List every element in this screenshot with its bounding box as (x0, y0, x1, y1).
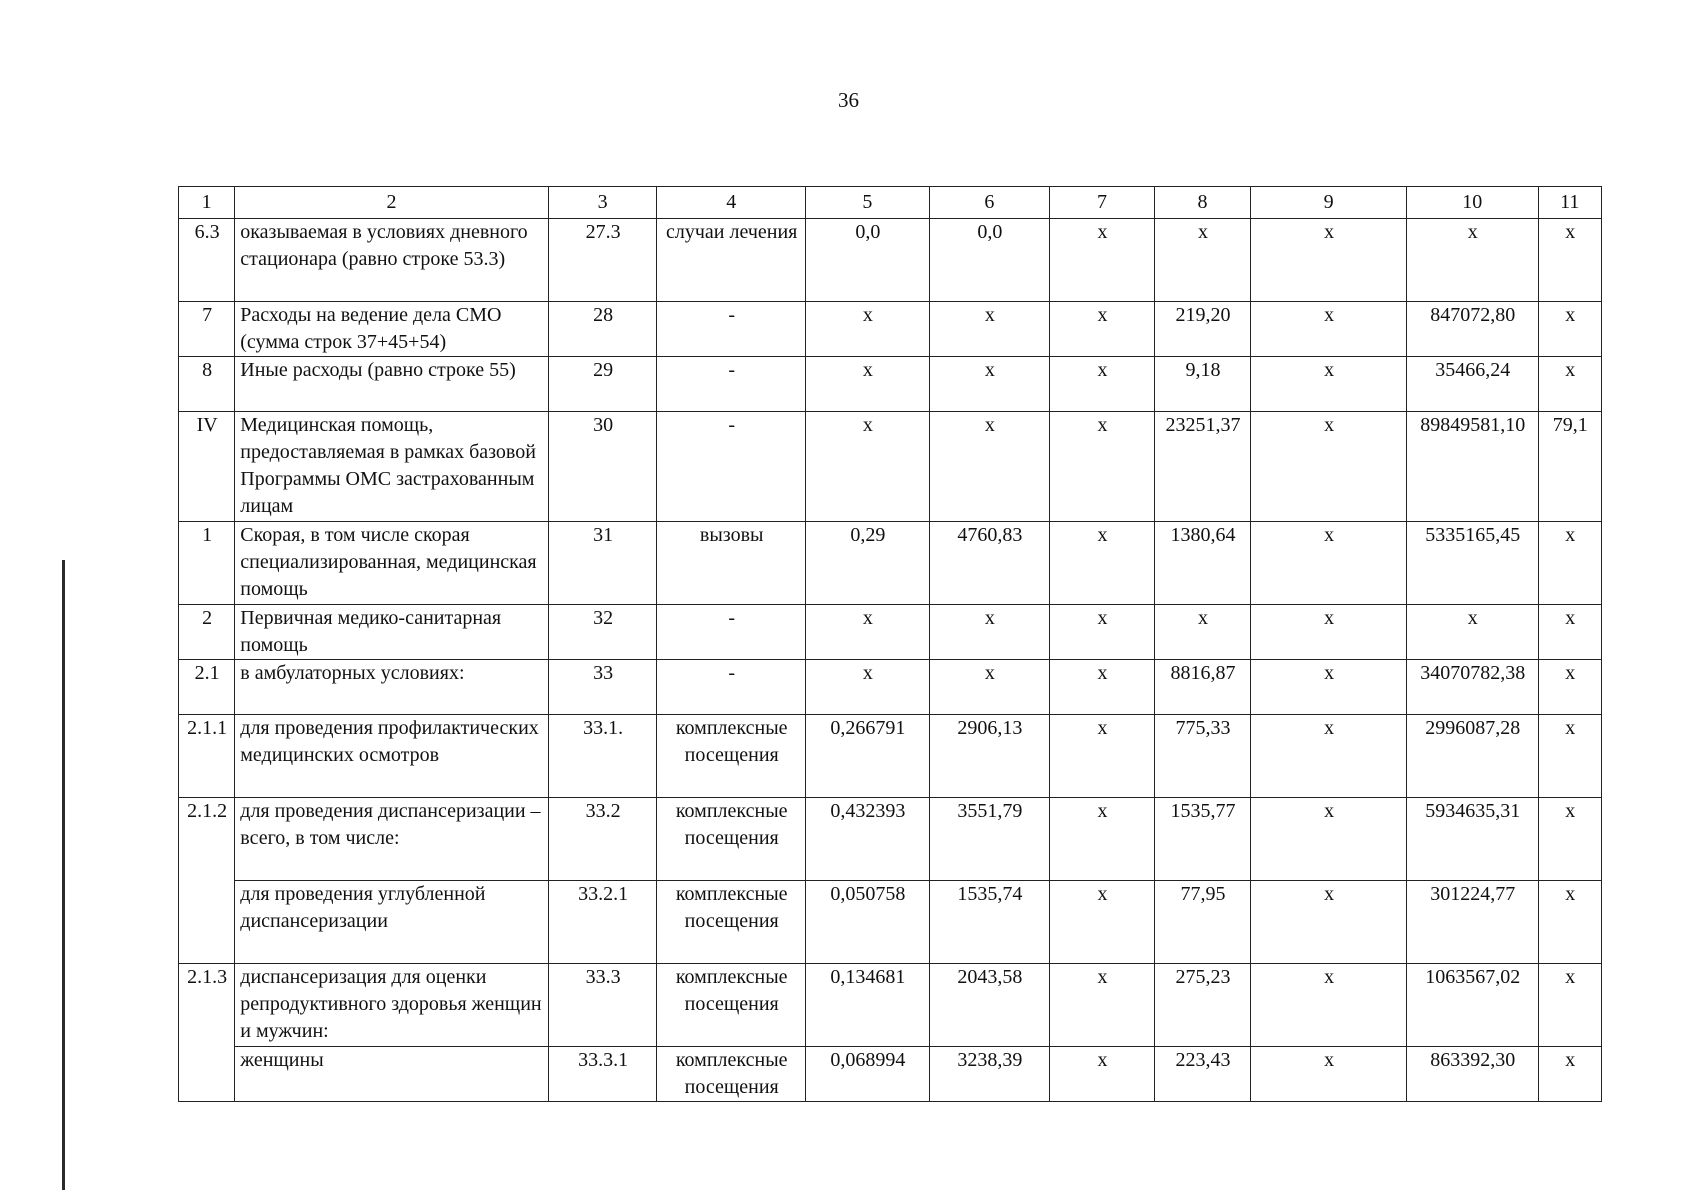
header-cell: 10 (1406, 187, 1538, 219)
value-cell: 2996087,28 (1406, 715, 1538, 798)
value-cell: 0,0 (929, 219, 1050, 302)
data-table (178, 186, 1602, 1102)
row-number: 2.1.2 (179, 798, 235, 964)
row-description: для проведения диспансеризации – всего, в том числе: (235, 798, 549, 881)
value-cell: 8816,87 (1154, 660, 1250, 715)
value-cell: 1063567,02 (1406, 964, 1538, 1047)
value-cell: х (1050, 522, 1155, 605)
value-cell: х (1050, 798, 1155, 881)
line-code: 30 (548, 412, 657, 522)
value-cell: х (1251, 881, 1407, 964)
value-cell: х (1538, 1047, 1601, 1102)
row-number: 2.1.1 (179, 715, 235, 798)
row-description: для проведения профилактических медицинских осмотров (235, 715, 549, 798)
value-cell: 4760,83 (929, 522, 1050, 605)
unit: комплексные посещения (657, 715, 806, 798)
value-cell: 847072,80 (1406, 302, 1538, 357)
table-row (179, 219, 1602, 302)
table-row (179, 302, 1602, 357)
header-cell: 7 (1050, 187, 1155, 219)
value-cell: х (1251, 964, 1407, 1047)
unit: комплексные посещения (657, 798, 806, 881)
value-cell: 5335165,45 (1406, 522, 1538, 605)
value-cell: 0,432393 (806, 798, 930, 881)
value-cell: х (1251, 357, 1407, 412)
row-description: Иные расходы (равно строке 55) (235, 357, 549, 412)
row-number: 6.3 (179, 219, 235, 302)
header-cell: 8 (1154, 187, 1250, 219)
row-number: 1 (179, 522, 235, 605)
unit: - (657, 660, 806, 715)
table-row (179, 660, 1602, 715)
value-cell: х (1050, 1047, 1155, 1102)
line-code: 33.2.1 (548, 881, 657, 964)
value-cell: х (1538, 522, 1601, 605)
value-cell: х (1538, 715, 1601, 798)
unit: комплексные посещения (657, 964, 806, 1047)
value-cell: 0,068994 (806, 1047, 930, 1102)
value-cell: х (1251, 1047, 1407, 1102)
value-cell: х (1050, 964, 1155, 1047)
value-cell: 77,95 (1154, 881, 1250, 964)
line-code: 27.3 (548, 219, 657, 302)
value-cell: х (929, 357, 1050, 412)
value-cell: 275,23 (1154, 964, 1250, 1047)
unit: случаи лечения (657, 219, 806, 302)
value-cell: 775,33 (1154, 715, 1250, 798)
value-cell: х (1050, 881, 1155, 964)
value-cell: х (1154, 605, 1250, 660)
value-cell: 79,1 (1538, 412, 1601, 522)
line-code: 32 (548, 605, 657, 660)
value-cell: х (1251, 302, 1407, 357)
value-cell: 34070782,38 (1406, 660, 1538, 715)
value-cell: 2906,13 (929, 715, 1050, 798)
value-cell: 5934635,31 (1406, 798, 1538, 881)
value-cell: х (1538, 798, 1601, 881)
value-cell: х (1251, 522, 1407, 605)
header-cell: 11 (1538, 187, 1601, 219)
header-cell: 5 (806, 187, 930, 219)
value-cell: х (1538, 302, 1601, 357)
row-number: 7 (179, 302, 235, 357)
unit: - (657, 605, 806, 660)
value-cell: х (1251, 660, 1407, 715)
row-description: Расходы на ведение дела СМО (сумма строк 37+45+54) (235, 302, 549, 357)
value-cell: 0,266791 (806, 715, 930, 798)
value-cell: 2043,58 (929, 964, 1050, 1047)
header-row (179, 187, 1602, 219)
value-cell: х (929, 412, 1050, 522)
row-number: IV (179, 412, 235, 522)
row-description: оказываемая в условиях дневного стационара (равно строке 53.3) (235, 219, 549, 302)
table-row (179, 357, 1602, 412)
value-cell: х (806, 660, 930, 715)
row-description: Скорая, в том числе скорая специализированная, медицинская помощь (235, 522, 549, 605)
value-cell: х (1251, 219, 1407, 302)
row-description: для проведения углубленной диспансеризации (235, 881, 549, 964)
value-cell: 0,134681 (806, 964, 930, 1047)
value-cell: х (806, 357, 930, 412)
table-row (179, 798, 1602, 881)
row-description: Первичная медико-санитарная помощь (235, 605, 549, 660)
line-code: 33 (548, 660, 657, 715)
unit: - (657, 357, 806, 412)
table-row (179, 715, 1602, 798)
value-cell: х (1050, 605, 1155, 660)
row-number: 2 (179, 605, 235, 660)
value-cell: х (806, 302, 930, 357)
value-cell: 3551,79 (929, 798, 1050, 881)
row-description: диспансеризация для оценки репродуктивного здоровья женщин и мужчин: (235, 964, 549, 1047)
value-cell: х (806, 605, 930, 660)
row-number: 8 (179, 357, 235, 412)
header-cell: 6 (929, 187, 1050, 219)
header-cell: 2 (235, 187, 549, 219)
value-cell: х (1538, 219, 1601, 302)
value-cell: 9,18 (1154, 357, 1250, 412)
value-cell: х (929, 605, 1050, 660)
value-cell: х (1050, 357, 1155, 412)
value-cell: х (1050, 660, 1155, 715)
value-cell: х (1251, 412, 1407, 522)
row-number: 2.1 (179, 660, 235, 715)
row-number: 2.1.3 (179, 964, 235, 1102)
value-cell: 1535,74 (929, 881, 1050, 964)
table-row (179, 1047, 1602, 1102)
value-cell: 35466,24 (1406, 357, 1538, 412)
value-cell: х (1154, 219, 1250, 302)
line-code: 33.1. (548, 715, 657, 798)
value-cell: 301224,77 (1406, 881, 1538, 964)
table-row (179, 881, 1602, 964)
header-cell: 3 (548, 187, 657, 219)
value-cell: х (929, 660, 1050, 715)
unit: комплексные посещения (657, 881, 806, 964)
header-cell: 1 (179, 187, 235, 219)
line-code: 33.3.1 (548, 1047, 657, 1102)
value-cell: х (929, 302, 1050, 357)
value-cell: х (1251, 798, 1407, 881)
value-cell: х (1251, 605, 1407, 660)
margin-line (62, 560, 65, 1190)
value-cell: 89849581,10 (1406, 412, 1538, 522)
value-cell: х (1538, 660, 1601, 715)
row-description: Медицинская помощь, предоставляемая в рамках базовой Программы ОМС застрахованным лицам (235, 412, 549, 522)
table-row (179, 605, 1602, 660)
line-code: 31 (548, 522, 657, 605)
line-code: 29 (548, 357, 657, 412)
value-cell: 0,0 (806, 219, 930, 302)
table-row (179, 964, 1602, 1047)
value-cell: х (1406, 219, 1538, 302)
header-cell: 4 (657, 187, 806, 219)
value-cell: х (1538, 605, 1601, 660)
unit: - (657, 412, 806, 522)
unit: комплексные посещения (657, 1047, 806, 1102)
value-cell: х (1050, 412, 1155, 522)
value-cell: 0,050758 (806, 881, 930, 964)
unit: вызовы (657, 522, 806, 605)
value-cell: 1535,77 (1154, 798, 1250, 881)
value-cell: х (1050, 715, 1155, 798)
value-cell: х (1251, 715, 1407, 798)
value-cell: х (1050, 302, 1155, 357)
line-code: 33.2 (548, 798, 657, 881)
page-number: 36 (838, 88, 859, 112)
value-cell: 3238,39 (929, 1047, 1050, 1102)
value-cell: х (1538, 881, 1601, 964)
value-cell: 0,29 (806, 522, 930, 605)
value-cell: х (1538, 357, 1601, 412)
value-cell: 223,43 (1154, 1047, 1250, 1102)
row-description: в амбулаторных условиях: (235, 660, 549, 715)
value-cell: 863392,30 (1406, 1047, 1538, 1102)
value-cell: 1380,64 (1154, 522, 1250, 605)
table-row (179, 522, 1602, 605)
value-cell: х (1050, 219, 1155, 302)
value-cell: 23251,37 (1154, 412, 1250, 522)
value-cell: х (1538, 964, 1601, 1047)
table-row (179, 412, 1602, 522)
value-cell: х (806, 412, 930, 522)
line-code: 28 (548, 302, 657, 357)
value-cell: 219,20 (1154, 302, 1250, 357)
value-cell: х (1406, 605, 1538, 660)
header-cell: 9 (1251, 187, 1407, 219)
line-code: 33.3 (548, 964, 657, 1047)
row-description: женщины (235, 1047, 549, 1102)
unit: - (657, 302, 806, 357)
